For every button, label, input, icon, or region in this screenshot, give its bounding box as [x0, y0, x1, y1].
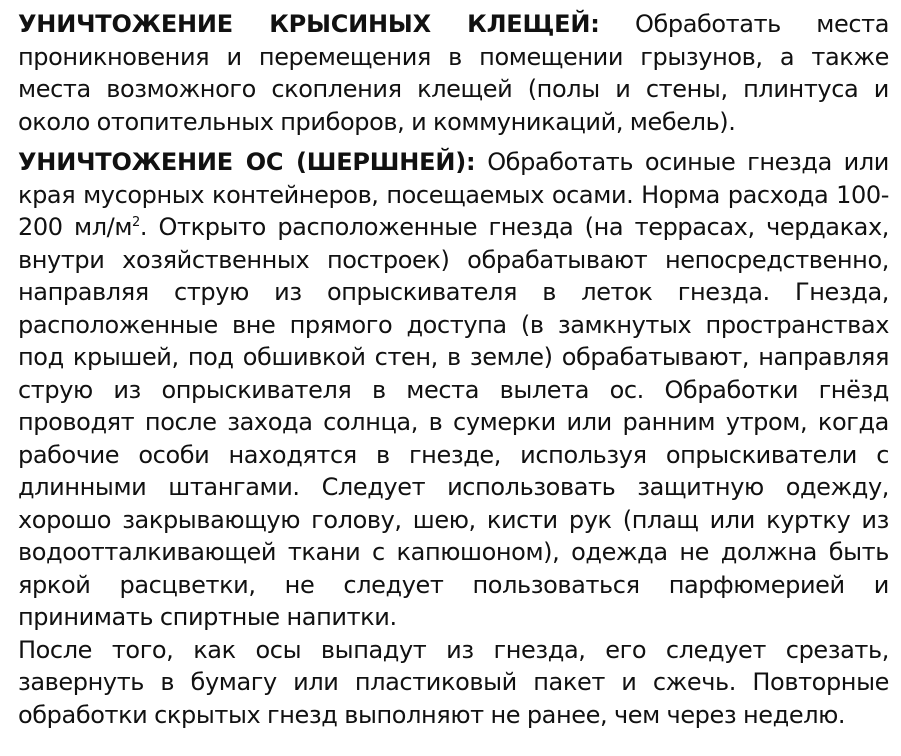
square-meter-superscript: 2: [132, 215, 140, 230]
wasps-text-after-rate: . Открыто расположенные гнезда (на террасах, чердаках, внутри хозяйственных построек) обрабатывают непосредственно, направляя струю из опрыскивателя в леток гнезда. Гнезда, расположенные вне прямого доступа (в замкнутых пространствах под крышей, под обшивкой стен, в земле) обрабатывают, направляя струю из опрыскивателя в места вылета ос. Обработки гнёзд проводят после захода солнца, в сумерки или ранним утром, когда рабочие особи находятся в гнезде, используя опрыскиватели с длинными штангами. Следует использовать защитную одежду, хорошо закрывающую голову, шею, кисти рук (плащ или куртку из водоотталкивающей ткани с капюшоном), одежда не должна быть яркой расцветки, не следует пользоваться парфюмерией и принимать спиртные напитки.: [18, 213, 889, 631]
wasps-heading: УНИЧТОЖЕНИЕ ОС (ШЕРШНЕЙ):: [18, 148, 476, 176]
wasps-text-before-rate: Обработать осиные гнезда или края мусорных контейнеров, посещаемых осами. Норма расхода 100-200 мл/м: [18, 148, 889, 241]
nest-removal-paragraph: После того, как осы выпадут из гнезда, его следует срезать, завернуть в бумагу или пластиковый пакет и сжечь. Повторные обработки скрытых гнезд выполняют не ранее, чем через неделю.: [18, 635, 889, 729]
wasps-paragraph: [18, 146, 889, 634]
rat-mites-heading: УНИЧТОЖЕНИЕ КРЫСИНЫХ КЛЕЩЕЙ:: [18, 10, 600, 38]
rat-mites-paragraph: [18, 8, 889, 138]
rat-mites-text: Обработать места проникновения и перемещения в помещении грызунов, а также места возможного скопления клещей (полы и стены, плинтуса и около отопительных приборов, и коммуникаций, мебель).: [18, 10, 889, 136]
